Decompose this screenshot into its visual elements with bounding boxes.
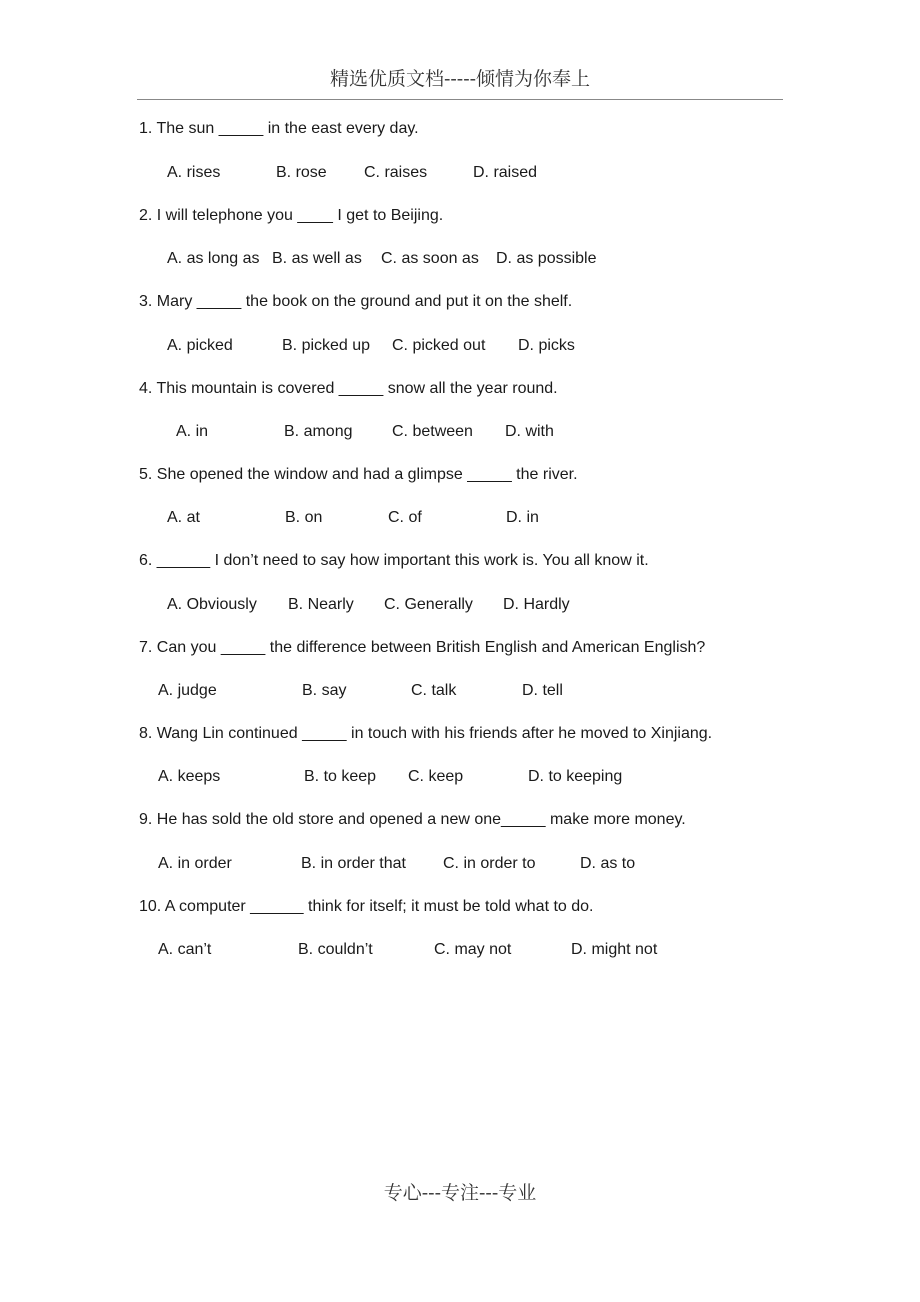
question-8-option-c: C. keep: [408, 768, 464, 785]
question-2-option-a: A. as long as: [167, 250, 260, 267]
question-7-option-a: A. judge: [158, 682, 217, 699]
question-9-stem: 9. He has sold the old store and opened a new one_____ make more money.: [139, 811, 686, 828]
question-5-stem: 5. She opened the window and had a glimpse _____ the river.: [139, 466, 578, 483]
question-1-option-a: A. rises: [167, 164, 221, 181]
question-3-option-c: C. picked out: [392, 337, 486, 354]
question-4-option-b: B. among: [284, 423, 353, 440]
page-header: 精选优质文档-----倾情为你奉上: [329, 68, 591, 90]
question-7-stem: 7. Can you _____ the difference between British English and American English?: [139, 639, 706, 656]
question-2-option-c: C. as soon as: [381, 250, 479, 267]
question-1-option-c: C. raises: [364, 164, 428, 181]
question-6-option-b: B. Nearly: [288, 596, 354, 613]
question-8-stem: 8. Wang Lin continued _____ in touch with his friends after he moved to Xinjiang.: [139, 725, 713, 742]
question-1-option-d: D. raised: [473, 164, 538, 181]
question-10-option-b: B. couldn’t: [298, 941, 373, 958]
question-9-option-b: B. in order that: [301, 855, 406, 872]
question-8-option-b: B. to keep: [304, 768, 377, 785]
question-10-stem: 10. A computer ______ think for itself; it must be told what to do.: [139, 898, 594, 915]
question-5-option-a: A. at: [167, 509, 200, 526]
question-5-option-b: B. on: [285, 509, 323, 526]
question-3-option-a: A. picked: [167, 337, 233, 354]
question-7-option-c: C. talk: [411, 682, 457, 699]
question-9-option-d: D. as to: [580, 855, 636, 872]
question-9-option-a: A. in order: [158, 855, 232, 872]
question-3-option-b: B. picked up: [282, 337, 371, 354]
header-divider: [137, 99, 783, 100]
question-10-option-d: D. might not: [571, 941, 658, 958]
question-6-option-a: A. Obviously: [167, 596, 257, 613]
question-4-stem: 4. This mountain is covered _____ snow all the year round.: [139, 380, 558, 397]
question-2-option-b: B. as well as: [272, 250, 362, 267]
question-3-option-d: D. picks: [518, 337, 575, 354]
question-8-option-a: A. keeps: [158, 768, 221, 785]
question-6-stem: 6. ______ I don’t need to say how important this work is. You all know it.: [139, 552, 649, 569]
page-footer: 专心---专注---专业: [383, 1182, 537, 1204]
question-6-option-d: D. Hardly: [503, 596, 570, 613]
question-1-option-b: B. rose: [276, 164, 327, 181]
question-7-option-b: B. say: [302, 682, 347, 699]
question-1-stem: 1. The sun _____ in the east every day.: [139, 120, 419, 137]
question-8-option-d: D. to keeping: [528, 768, 623, 785]
question-10-option-c: C. may not: [434, 941, 512, 958]
question-2-stem: 2. I will telephone you ____ I get to Beijing.: [139, 207, 444, 224]
question-6-option-c: C. Generally: [384, 596, 473, 613]
question-4-option-c: C. between: [392, 423, 473, 440]
question-2-option-d: D. as possible: [496, 250, 597, 267]
question-4-option-a: A. in: [176, 423, 209, 440]
question-10-option-a: A. can’t: [158, 941, 212, 958]
question-5-option-c: C. of: [388, 509, 422, 526]
question-5-option-d: D. in: [506, 509, 539, 526]
question-9-option-c: C. in order to: [443, 855, 536, 872]
question-3-stem: 3. Mary _____ the book on the ground and put it on the shelf.: [139, 293, 573, 310]
question-7-option-d: D. tell: [522, 682, 563, 699]
question-4-option-d: D. with: [505, 423, 554, 440]
